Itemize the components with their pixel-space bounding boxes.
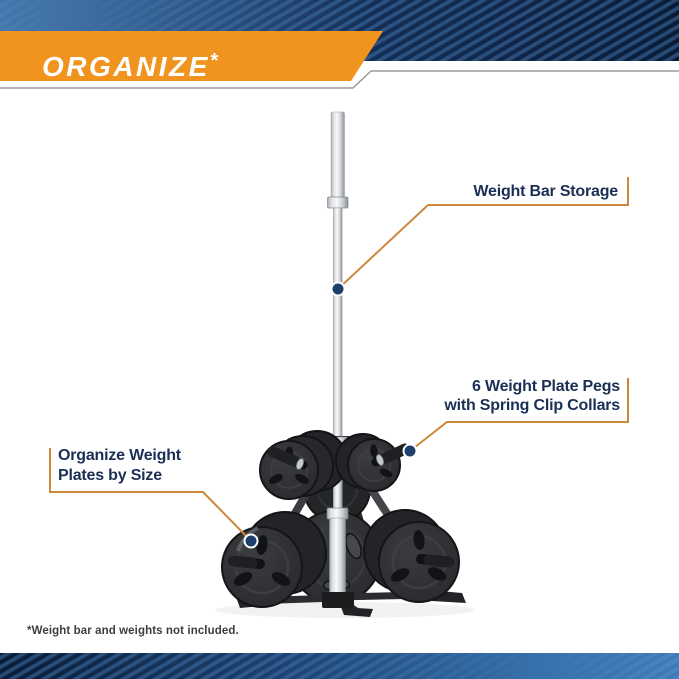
callout-dot-bar-storage bbox=[332, 283, 345, 296]
upper-right-plates bbox=[336, 434, 406, 491]
banner-asterisk: * bbox=[209, 50, 218, 72]
callout-text-line2: with Spring Clip Collars bbox=[444, 397, 620, 414]
bottom-stripes-band bbox=[0, 653, 679, 679]
callout-text-line1: Organize Weight bbox=[58, 447, 181, 464]
callout-dot-plates bbox=[245, 535, 258, 548]
callout-text-line1: 6 Weight Plate Pegs bbox=[472, 378, 620, 395]
callout-label-pegs bbox=[444, 377, 620, 415]
banner-title-text: ORGANIZE bbox=[42, 51, 210, 82]
callout-text: Weight Bar Storage bbox=[473, 183, 618, 200]
weight-bar bbox=[328, 112, 349, 444]
footnote: *Weight bar and weights not included. bbox=[27, 625, 239, 637]
callout-label-plates bbox=[58, 446, 181, 486]
banner-title bbox=[42, 41, 218, 87]
callout-text-line2: Plates by Size bbox=[58, 467, 162, 484]
lower-chrome-tube bbox=[327, 508, 348, 598]
callout-dot-pegs bbox=[404, 445, 417, 458]
callout-label-bar-storage bbox=[473, 182, 618, 201]
bottom-right-plates bbox=[364, 510, 459, 602]
